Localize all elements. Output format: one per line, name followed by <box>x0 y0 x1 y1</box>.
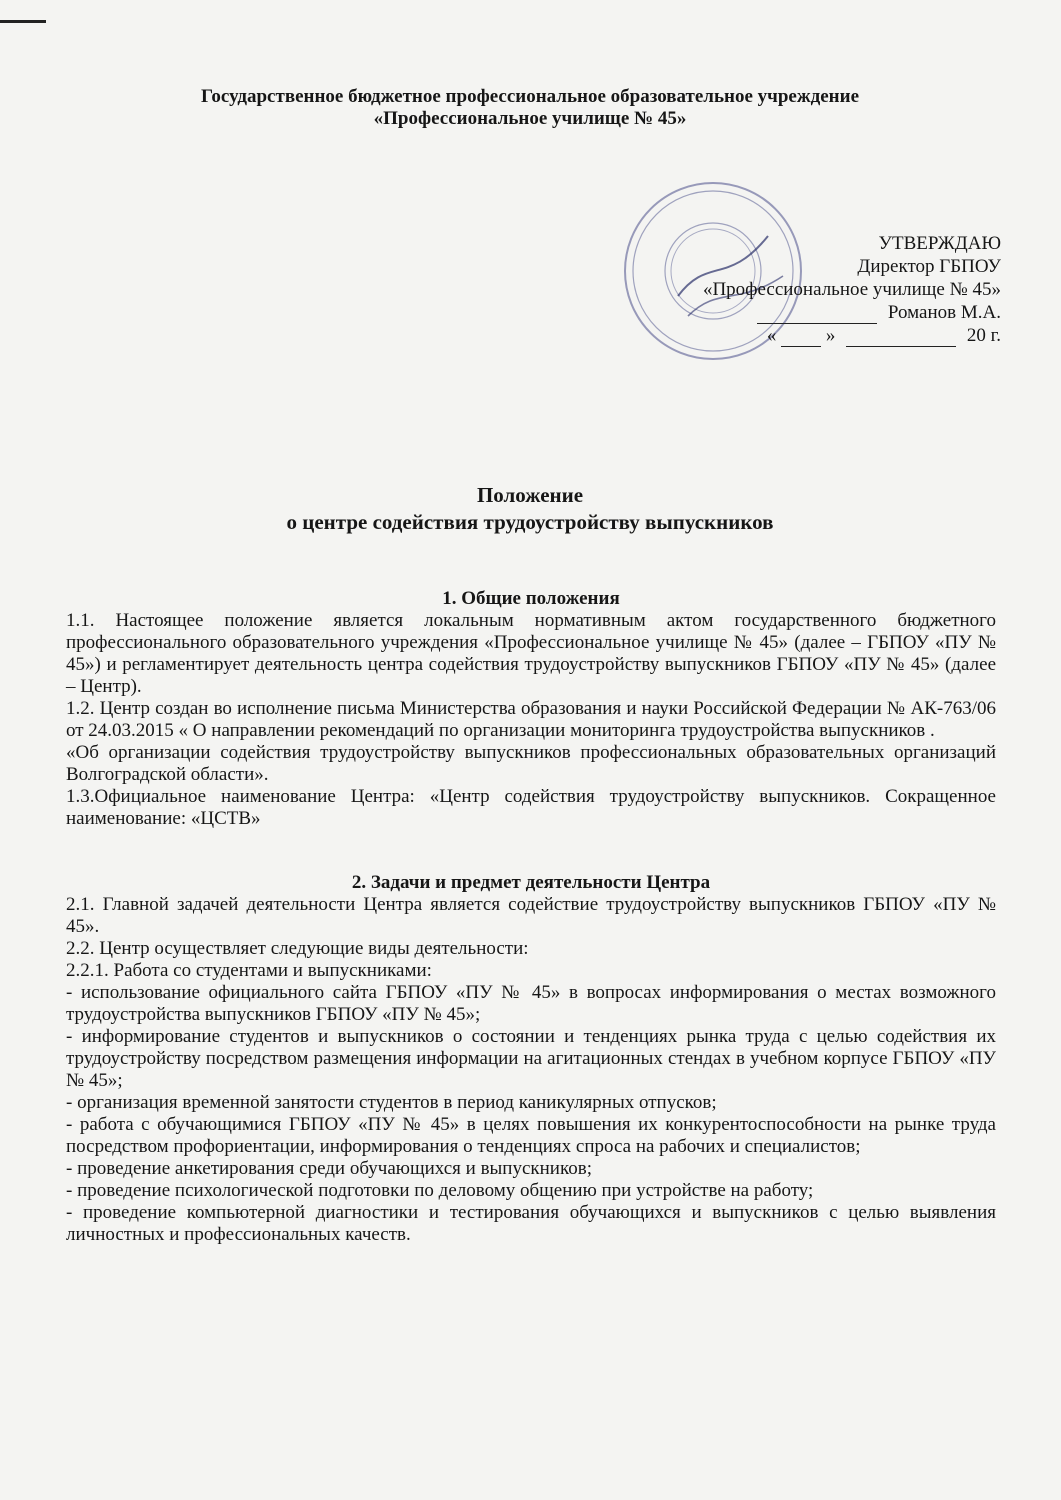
paragraph-1-2: 1.2. Центр создан во исполнение письма Министерства образования и науки Российской Федерации № АК-763/06 от 24.03.2015 « О направлении рекомендаций по организации мониторинга трудоустройства выпускников . <box>66 698 996 741</box>
paragraph-1-2-continued: «Об организации содействия трудоустройству выпускников профессиональных образовательных организаций Волгоградской области». <box>66 742 996 785</box>
date-quote-open: « <box>766 325 777 346</box>
document-title <box>150 482 910 536</box>
signature-row <box>581 301 1001 324</box>
institution-line-1: Государственное бюджетное профессиональное образовательное учреждение <box>200 86 860 107</box>
title-line-2: о центре содействия трудоустройству выпускников <box>286 510 774 534</box>
document-body <box>66 588 996 1246</box>
approve-label: УТВЕРЖДАЮ <box>878 233 1001 254</box>
approval-organization: «Профессиональное училище № 45» <box>702 279 1001 300</box>
director-position: Директор ГБПОУ <box>857 256 1001 277</box>
paragraph-2-2: 2.2. Центр осуществляет следующие виды деятельности: <box>66 938 529 959</box>
paragraph-1-3: 1.3.Официальное наименование Центра: «Центр содействия трудоустройству выпускников. Сокращенное наименование: «ЦСТВ» <box>66 786 996 829</box>
paragraph-2-2-1: 2.2.1. Работа со студентами и выпускниками: <box>66 960 432 981</box>
paragraph-2-1: 2.1. Главной задачей деятельности Центра является содействие трудоустройству выпускников ГБПОУ «ПУ № 45». <box>66 894 996 937</box>
list-item: - проведение анкетирования среди обучающихся и выпускников; <box>66 1158 592 1179</box>
signature-line <box>757 305 877 324</box>
section-1-heading: 1. Общие положения <box>442 588 620 609</box>
list-item: - работа с обучающимися ГБПОУ «ПУ № 45» в целях повышения их конкурентоспособности на рынке труда посредством профориентации, информирования о тенденциях спроса на рабочих и специалистов; <box>66 1114 996 1157</box>
date-day-line <box>781 328 821 347</box>
list-item: - использование официального сайта ГБПОУ «ПУ № 45» в вопросах информирования о местах возможного трудоустройства выпускников ГБПОУ «ПУ № 45»; <box>66 982 996 1025</box>
title-line-1: Положение <box>476 483 584 507</box>
list-item: - проведение компьютерной диагностики и тестирования обучающихся и выпускников с целью выявления личностных и профессиональных качеств. <box>66 1202 996 1245</box>
paragraph-1-1: 1.1. Настоящее положение является локальным нормативным актом государственного бюджетного профессионального образовательного учреждения «Профессиональное училище № 45» (далее – ГБПОУ «ПУ № 45») и регламентирует деятельность центра содействия трудоустройству выпускников ГБПОУ «ПУ № 45» (далее – Центр). <box>66 610 996 697</box>
section-gap <box>66 830 996 872</box>
institution-line-2: «Профессиональное училище № 45» <box>373 108 687 129</box>
section-2-heading: 2. Задачи и предмет деятельности Центра <box>351 872 711 893</box>
list-item: - организация временной занятости студентов в период каникулярных отпусков; <box>66 1092 717 1113</box>
date-year: 20 г. <box>966 325 1001 346</box>
date-month-line <box>846 328 956 347</box>
date-row <box>581 324 1001 347</box>
director-name: Романов М.А. <box>887 302 1001 323</box>
institution-header <box>150 86 910 130</box>
date-quote-close: » <box>825 325 836 346</box>
list-item: - проведение психологической подготовки по деловому общению при устройстве на работу; <box>66 1180 814 1201</box>
approval-block <box>581 232 1001 347</box>
scan-edge-mark <box>0 20 46 23</box>
list-item: - информирование студентов и выпускников о состоянии и тенденциях рынка труда с целью содействия их трудоустройству посредством размещения информации на агитационных стендах в учебном корпусе ГБПОУ «ПУ № 45»; <box>66 1026 996 1091</box>
